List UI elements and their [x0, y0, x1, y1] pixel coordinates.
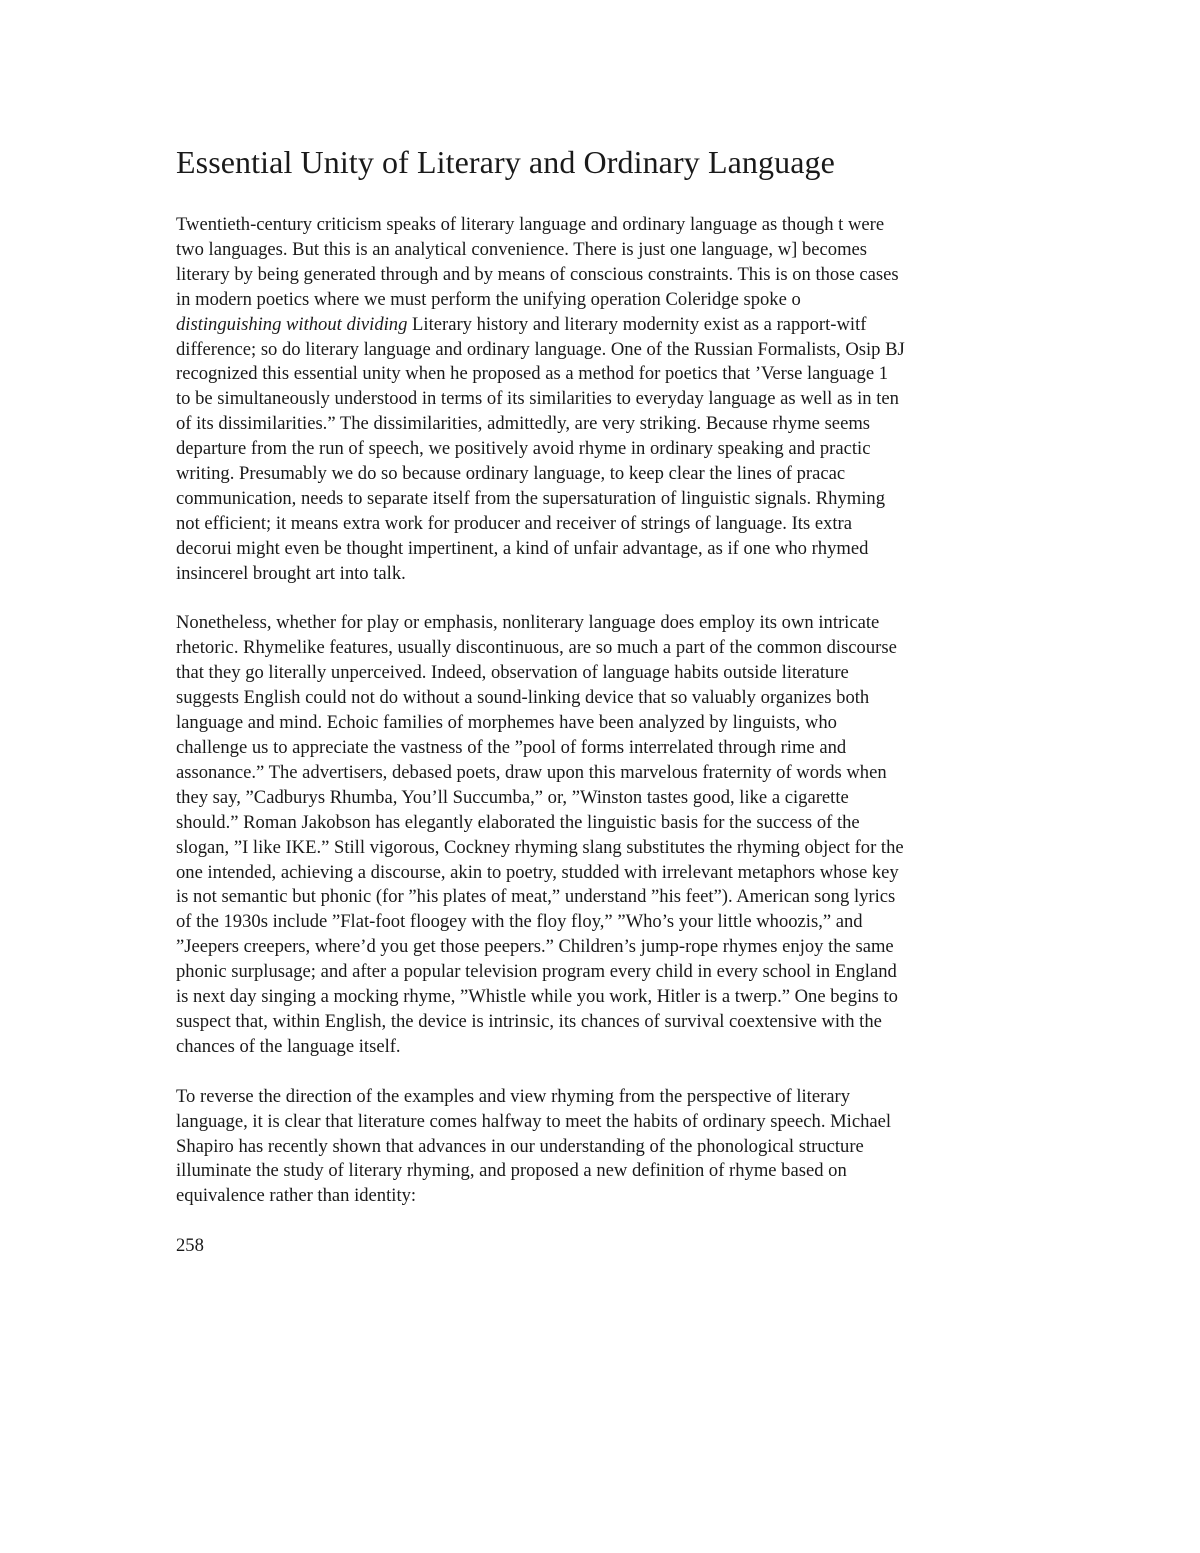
text-line: challenge us to appreciate the vastness of the ”pool of forms interrelated through rime and — [176, 737, 847, 759]
document-page — [176, 138, 1026, 1259]
italic-phrase: distinguishing without dividing — [176, 313, 408, 335]
text-line: should.” Roman Jakobson has elegantly elaborated the linguistic basis for the success of the — [176, 811, 860, 833]
paragraph — [176, 611, 1026, 1059]
text-line: is next day singing a mocking rhyme, ”Whistle while you work, Hitler is a twerp.” One begins to — [176, 986, 898, 1008]
page-number: 258 — [176, 1235, 204, 1257]
text-line: ”Jeepers creepers, where’d you get those peepers.” Children’s jump-rope rhymes enjoy the same — [176, 936, 894, 958]
text-line: one intended, achieving a discourse, akin to poetry, studded with irrelevant metaphors whose key — [176, 861, 899, 883]
text-line — [176, 313, 1026, 338]
text-line: literary by being generated through and by means of conscious constraints. This is on those cases — [176, 263, 899, 285]
text-line: they say, ”Cadburys Rhumba, You’ll Succumba,” or, ”Winston tastes good, like a cigarette — [176, 786, 849, 808]
text-line-rest: Literary history and literary modernity exist as a rapport-witf — [407, 313, 867, 335]
text-line: suspect that, within English, the device is intrinsic, its chances of survival coextensive with the — [176, 1010, 882, 1032]
text-line: communication, needs to separate itself from the supersaturation of linguistic signals. Rhyming — [176, 487, 885, 509]
text-line: decorui might even be thought impertinent, a kind of unfair advantage, as if one who rhymed — [176, 537, 869, 559]
text-line: language, it is clear that literature comes halfway to meet the habits of ordinary speech. Michael — [176, 1110, 892, 1132]
text-line: equivalence rather than identity: — [176, 1185, 417, 1207]
text-line: To reverse the direction of the examples and view rhyming from the perspective of literary — [176, 1085, 851, 1107]
paragraph — [176, 1085, 1026, 1210]
text-line: of the 1930s include ”Flat-foot floogey with the floy floy,” ”Who’s your little whoozis,” and — [176, 911, 863, 933]
text-line: is not semantic but phonic (for ”his plates of meat,” understand ”his feet”). American song lyrics — [176, 886, 896, 908]
text-line: slogan, ”I like IKE.” Still vigorous, Cockney rhyming slang substitutes the rhyming object for the — [176, 836, 904, 858]
text-line: assonance.” The advertisers, debased poets, draw upon this marvelous fraternity of words when — [176, 761, 887, 783]
text-line: Twentieth-century criticism speaks of literary language and ordinary language as though t were — [176, 214, 885, 235]
text-line: to be simultaneously understood in terms of its similarities to everyday language as well as in ten — [176, 388, 899, 410]
paragraph — [176, 213, 1026, 587]
text-line: Nonetheless, whether for play or emphasis, nonliterary language does employ its own intricate — [176, 612, 880, 634]
text-line: suggests English could not do without a sound-linking device that so valuably organizes both — [176, 687, 870, 709]
text-line: language and mind. Echoic families of morphemes have been analyzed by linguists, who — [176, 712, 837, 734]
text-line: of its dissimilarities.” The dissimilarities, admittedly, are very striking. Because rhyme seems — [176, 413, 871, 435]
text-line: in modern poetics where we must perform the unifying operation Coleridge spoke o — [176, 288, 801, 310]
text-line: insincerel brought art into talk. — [176, 562, 406, 584]
text-line: phonic surplusage; and after a popular television program every child in every school in England — [176, 961, 897, 983]
text-line: chances of the language itself. — [176, 1035, 401, 1057]
text-line: recognized this essential unity when he proposed as a method for poetics that ’Verse language 1 — [176, 363, 889, 385]
document-body — [176, 213, 1026, 1209]
text-line: writing. Presumably we do so because ordinary language, to keep clear the lines of pracac — [176, 463, 846, 485]
text-line: departure from the run of speech, we positively avoid rhyme in ordinary speaking and practic — [176, 438, 871, 460]
document-title: Essential Unity of Literary and Ordinary Language — [176, 144, 835, 180]
text-line: two languages. But this is an analytical convenience. There is just one language, w] becomes — [176, 238, 868, 260]
text-line: not efficient; it means extra work for producer and receiver of strings of language. Its extra — [176, 512, 853, 534]
text-line: illuminate the study of literary rhyming, and proposed a new definition of rhyme based on — [176, 1160, 847, 1182]
text-line: difference; so do literary language and ordinary language. One of the Russian Formalists, Osip BJ — [176, 338, 905, 360]
text-line: Shapiro has recently shown that advances in our understanding of the phonological structure — [176, 1135, 864, 1157]
text-line: rhetoric. Rhymelike features, usually discontinuous, are so much a part of the common discourse — [176, 637, 897, 659]
text-line: that they go literally unperceived. Indeed, observation of language habits outside literature — [176, 662, 849, 684]
